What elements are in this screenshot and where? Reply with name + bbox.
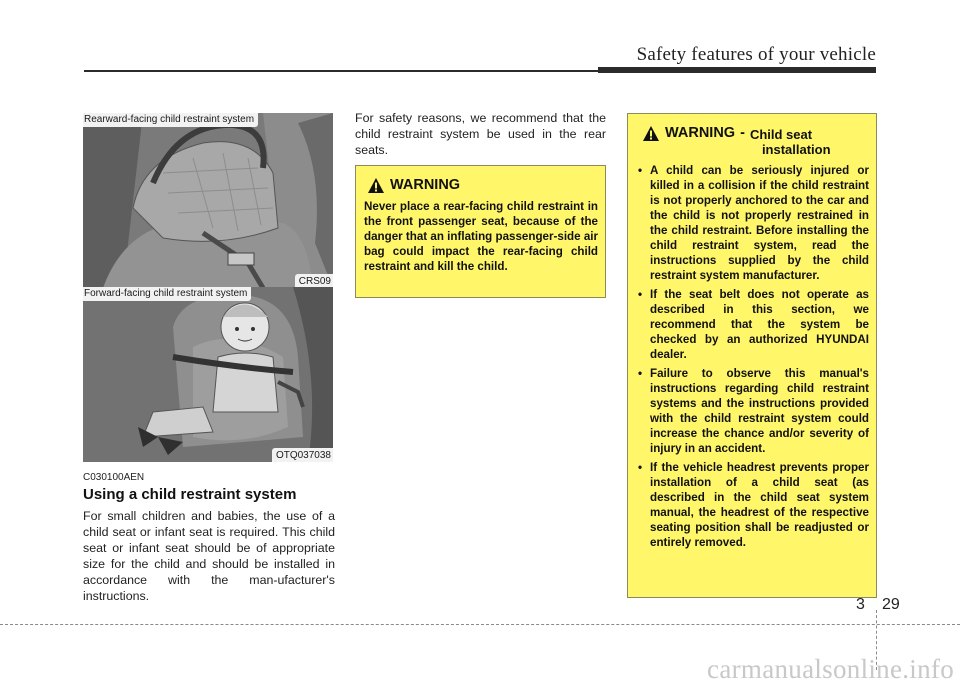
warning-title: WARNING — [390, 177, 461, 193]
warning-list — [633, 163, 869, 550]
section-heading: Using a child restraint system — [83, 486, 297, 503]
figure-caption: Rearward-facing child restraint system — [83, 113, 258, 127]
warning-subtitle-line2: installation — [761, 142, 831, 157]
warning-box-front-seat — [355, 165, 606, 298]
warning-list-item: • If the seat belt does not operate as described in this section, we recommend that the system be checked by an authorized HYUNDAI dealer. — [633, 287, 869, 362]
header-rule-accent — [598, 67, 876, 73]
middle-body: For safety reasons, we recommend that the child restraint system be used in the rear seats. — [355, 111, 606, 157]
warning-title: WARNING — [665, 125, 736, 141]
figure-forward-facing — [83, 287, 333, 462]
warning-list-item: • Failure to observe this manual's instructions regarding child restraint systems and the instructions provided with the child restraint system could increase the chance and/or severity of injury in an accident. — [633, 366, 869, 456]
warning-icon — [643, 126, 659, 141]
figure-caption: Forward-facing child restraint system — [83, 287, 251, 301]
figure-code: CRS09 — [295, 274, 333, 288]
watermark: carmanualsonline.info — [707, 654, 954, 684]
warning-list-item: • A child can be seriously injured or killed in a collision if the child restraint is not properly anchored to the car and the child is not properly restrained in the child restraint. Before installing the child restraint system, read the instructions supplied by the child restraint system manufacturer. — [633, 163, 869, 283]
section-body: For small children and babies, the use of a child seat or infant seat is required. This child seat or infant seat should be of appropriate size for the child and should be installed in accordance with the man-ufacturer's instructions. — [83, 509, 335, 603]
warning-subtitle-line1: Child seat — [749, 127, 813, 142]
section-title: Safety features of your vehicle — [636, 44, 876, 65]
warning-list-item: • If the vehicle headrest prevents proper installation of a child seat (as described in the child seat system manual, the headrest of the respective seating position shall be readjusted or entirely removed. — [633, 460, 869, 550]
chapter-number: 3 — [856, 596, 865, 613]
warning-icon — [368, 178, 384, 193]
rearward-seat-illustration — [83, 113, 333, 288]
warning-list-container — [633, 163, 869, 554]
figure-code: OTQ037038 — [272, 448, 333, 462]
warning-text: Never place a rear-facing child restraint in the front passenger seat, because of the danger that an inflating passenger-side air bag could impact the rear-facing child restraint and kill the child. — [364, 200, 598, 273]
footer-rule — [0, 624, 960, 625]
forward-seat-illustration — [83, 287, 333, 462]
warning-title-dash: - — [740, 125, 745, 141]
figure-rearward-facing — [83, 113, 333, 288]
warning-box-child-seat-installation — [627, 113, 877, 598]
page-number: 29 — [882, 596, 900, 613]
section-code: C030100AEN — [83, 472, 145, 483]
